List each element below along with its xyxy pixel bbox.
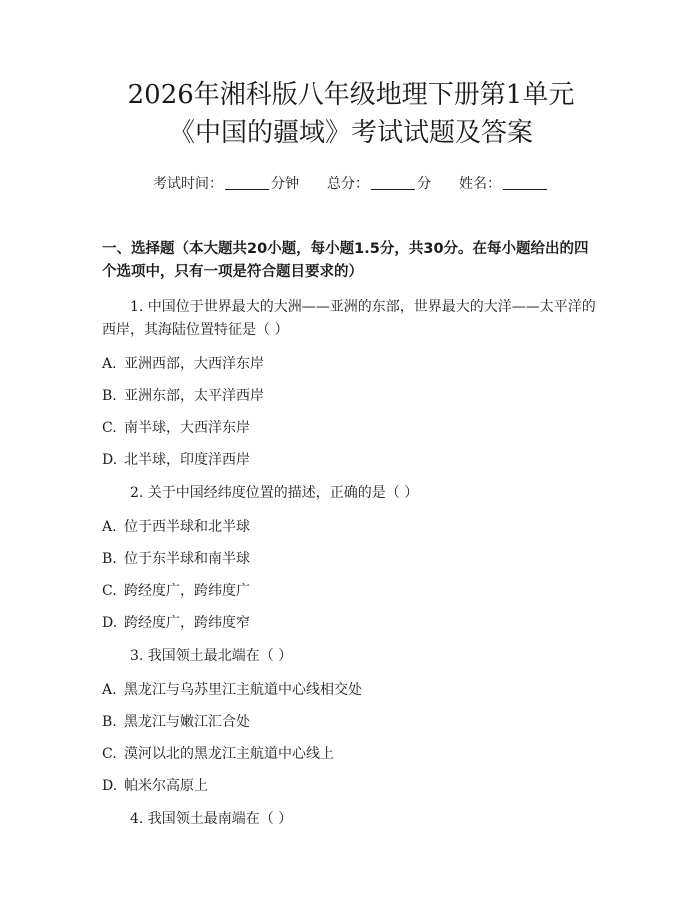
document-title: 2026年湘科版八年级地理下册第1单元《中国的疆域》考试试题及答案 [127, 80, 575, 148]
option-letter: A. [102, 682, 117, 698]
option-text: 亚洲东部，太平洋西岸 [124, 388, 264, 404]
question-block [102, 482, 600, 633]
option-letter: B. [102, 714, 117, 730]
answer-option [102, 744, 600, 764]
answer-option [102, 680, 600, 700]
total-score-unit: 分 [417, 176, 431, 192]
question-block [102, 645, 600, 796]
option-text: 亚洲西部，大西洋东岸 [124, 356, 264, 372]
option-text: 位于东半球和南半球 [124, 551, 250, 567]
option-letter: B. [102, 388, 117, 404]
answer-option [102, 776, 600, 796]
option-text: 漠河以北的黑龙江主航道中心线上 [124, 746, 334, 762]
question-stem: 2. 关于中国经纬度位置的描述，正确的是（ ） [130, 485, 419, 501]
question-list [102, 296, 600, 831]
section-heading: 一、选择题（本大题共20小题，每小题1.5分，共30分。在每小题给出的四个选项中，只有一项是符合题目要求的） [102, 241, 589, 280]
exam-time-blank [225, 175, 269, 190]
answer-option [102, 549, 600, 569]
option-text: 帕米尔高原上 [124, 778, 208, 794]
answer-option [102, 418, 600, 438]
option-text: 南半球，大西洋东岸 [124, 420, 250, 436]
answer-option [102, 581, 600, 601]
option-text: 跨经度广，跨纬度广 [124, 583, 250, 599]
option-letter: D. [102, 778, 118, 794]
option-letter: D. [102, 615, 118, 631]
question-block [102, 808, 600, 831]
answer-option [102, 354, 600, 374]
answer-option [102, 386, 600, 406]
option-letter: A. [102, 519, 117, 535]
option-letter: C. [102, 583, 117, 599]
total-score-blank [371, 175, 415, 190]
option-letter: C. [102, 746, 117, 762]
option-text: 黑龙江与嫩江汇合处 [124, 714, 250, 730]
answer-option [102, 450, 600, 470]
option-letter: A. [102, 356, 117, 372]
question-stem: 1. 中国位于世界最大的大洲——亚洲的东部，世界最大的大洋——太平洋的西岸，其海陆位置特征是（ ） [102, 299, 596, 338]
answer-option [102, 712, 600, 732]
question-stem: 4. 我国领土最南端在（ ） [130, 811, 293, 827]
exam-time-unit: 分钟 [271, 176, 299, 192]
exam-time-label: 考试时间： [153, 176, 223, 192]
question-stem: 3. 我国领土最北端在（ ） [130, 648, 293, 664]
exam-info-line [102, 174, 600, 194]
name-blank [503, 175, 547, 190]
name-label: 姓名： [459, 176, 501, 192]
option-text: 黑龙江与乌苏里江主航道中心线相交处 [124, 682, 362, 698]
answer-option [102, 517, 600, 537]
answer-option [102, 613, 600, 633]
total-score-label: 总分： [327, 176, 369, 192]
option-letter: C. [102, 420, 117, 436]
option-text: 跨经度广，跨纬度窄 [124, 615, 250, 631]
option-text: 北半球，印度洋西岸 [124, 452, 250, 468]
option-letter: B. [102, 551, 117, 567]
option-text: 位于西半球和北半球 [124, 519, 250, 535]
question-block [102, 296, 600, 470]
option-letter: D. [102, 452, 118, 468]
